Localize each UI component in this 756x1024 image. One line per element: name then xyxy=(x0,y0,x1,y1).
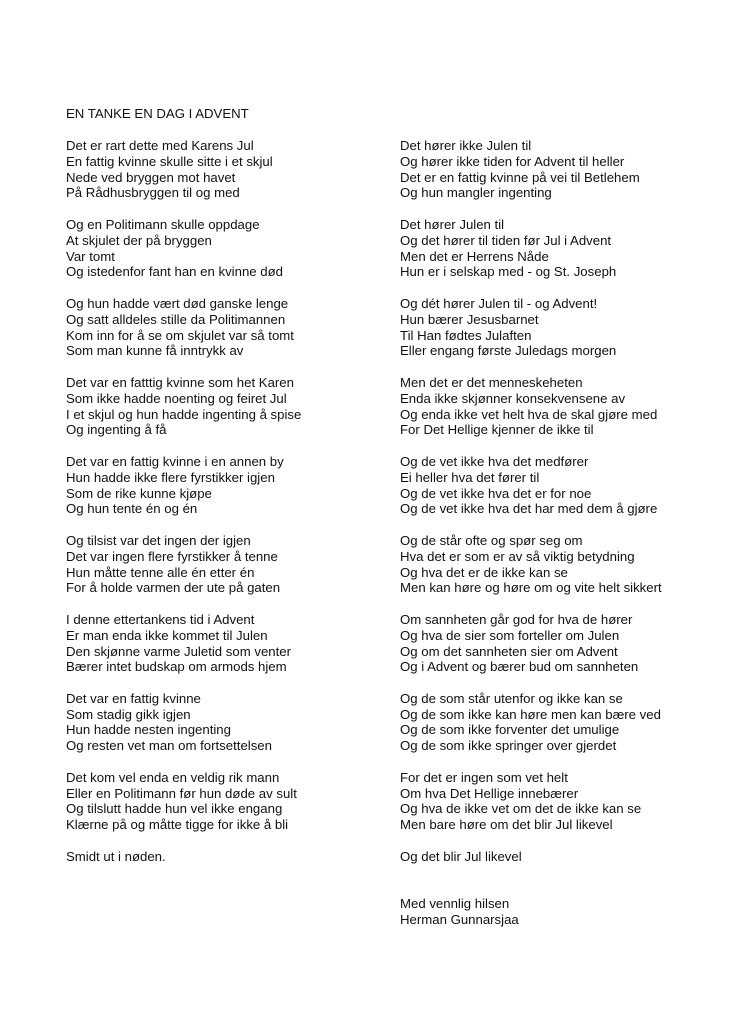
poem-line: Og hun tente én og én xyxy=(66,501,198,517)
poem-line: Det hører ikke Julen til xyxy=(400,138,532,153)
poem-line: Og tilsist var det ingen der igjen xyxy=(66,532,251,548)
poem-line: For det er ingen som vet helt xyxy=(400,769,568,785)
stanza xyxy=(66,138,386,201)
poem-line: Og satt alldeles stille da Politimannen xyxy=(66,311,286,327)
poem-line: Hun er i selskap med - og St. Joseph xyxy=(400,264,617,280)
poem-line: Og det blir Jul likevel xyxy=(400,848,522,864)
poem-line: Til Han fødtes Julaften xyxy=(400,327,532,343)
poem-line: Og hva de sier som forteller om Julen xyxy=(400,627,620,643)
poem-line: I et skjul og hun hadde ingenting å spise xyxy=(66,406,302,422)
poem-line: Smidt ut i nøden. xyxy=(66,848,166,864)
poem-line: Hun hadde nesten ingenting xyxy=(66,722,231,738)
poem-line: Eller engang første Juledags morgen xyxy=(400,343,617,359)
poem-line: Om sannheten går god for hva de hører xyxy=(400,611,633,627)
poem-line: Hun måtte tenne alle én etter én xyxy=(66,564,255,580)
poem-line: Hun bærer Jesusbarnet xyxy=(400,311,539,327)
poem-line: Det var en fatttig kvinne som het Karen xyxy=(66,374,294,390)
poem-line: Eller en Politimann før hun døde av sult xyxy=(66,785,297,801)
poem-line: Og de vet ikke hva det medfører xyxy=(400,453,589,469)
poem-line: Og en Politimann skulle oppdage xyxy=(66,216,260,232)
poem-line: Klærne på og måtte tigge for ikke å bli xyxy=(66,817,289,833)
stanza xyxy=(400,691,740,754)
poem-line: Og de som står utenfor og ikke kan se xyxy=(400,690,623,706)
poem-line: Og om det sannheten sier om Advent xyxy=(400,643,618,659)
stanza xyxy=(400,770,740,833)
poem-line: Og de står ofte og spør seg om xyxy=(400,532,583,548)
left-column xyxy=(66,138,386,880)
poem-line: Og det hører til tiden før Jul i Advent xyxy=(400,232,612,248)
poem-line: Og hva de ikke vet om det de ikke kan se xyxy=(400,801,642,817)
poem-line: Den skjønne varme Juletid som venter xyxy=(66,643,292,659)
poem-line: Enda ikke skjønner konsekvensene av xyxy=(400,390,626,406)
poem-line: Men kan høre og høre om og vite helt sikkert xyxy=(400,580,662,596)
stanza xyxy=(66,533,386,596)
poem-line: Og enda ikke vet helt hva de skal gjøre med xyxy=(400,406,658,422)
poem-line: Og istedenfor fant han en kvinne død xyxy=(66,264,284,280)
signature-closing: Med vennlig hilsen xyxy=(400,896,510,912)
poem-title: EN TANKE EN DAG I ADVENT xyxy=(66,106,249,121)
poem-line: Som ikke hadde noenting og feiret Jul xyxy=(66,390,287,406)
poem-line: Det var en fattig kvinne i en annen by xyxy=(66,453,284,469)
poem-line: Det hører Julen til xyxy=(400,216,505,232)
stanza xyxy=(66,849,386,865)
poem-line: Som man kunne få inntrykk av xyxy=(66,343,244,359)
poem-line: Som stadig gikk igjen xyxy=(66,706,191,722)
poem-line: Og de vet ikke hva det har med dem å gjøre xyxy=(400,501,658,517)
poem-line: Det kom vel enda en veldig rik mann xyxy=(66,769,280,785)
right-column xyxy=(400,138,740,928)
stanza xyxy=(400,375,740,438)
poem-line: Og hun mangler ingenting xyxy=(400,185,552,201)
poem-line: Kom inn for å se om skjulet var så tomt xyxy=(66,327,294,343)
poem-line: Det er en fattig kvinne på vei til Betlehem xyxy=(400,169,640,185)
poem-line: Og hun hadde vært død ganske lenge xyxy=(66,295,289,311)
stanza xyxy=(66,770,386,833)
stanza xyxy=(66,217,386,280)
poem-line: Og de vet ikke hva det er for noe xyxy=(400,485,592,501)
poem-line: Og ingenting å få xyxy=(66,422,167,438)
poem-line: Det var ingen flere fyrstikker å tenne xyxy=(66,548,278,564)
poem-line: Og hører ikke tiden for Advent til heller xyxy=(400,153,625,169)
poem-line: Det var en fattig kvinne xyxy=(66,690,201,706)
poem-line: For å holde varmen der ute på gaten xyxy=(66,580,281,596)
poem-line: Og de som ikke forventer det umulige xyxy=(400,722,620,738)
poem-line: Hun hadde ikke flere fyrstikker igjen xyxy=(66,469,275,485)
poem-line: At skjulet der på bryggen xyxy=(66,232,212,248)
poem-line: Og hva det er de ikke kan se xyxy=(400,564,568,580)
poem-line: Var tomt xyxy=(66,248,115,264)
stanza xyxy=(400,612,740,675)
stanza xyxy=(66,375,386,438)
right-stanzas xyxy=(400,138,740,865)
poem-line: En fattig kvinne skulle sitte i et skjul xyxy=(66,153,273,169)
poem-line: Men det er Herrens Nåde xyxy=(400,248,549,264)
poem-line: Ei heller hva det fører til xyxy=(400,469,540,485)
stanza xyxy=(66,296,386,359)
signature-block xyxy=(400,896,740,928)
poem-line: For Det Hellige kjenner de ikke til xyxy=(400,422,594,438)
stanza xyxy=(400,454,740,517)
poem-line: Som de rike kunne kjøpe xyxy=(66,485,212,501)
poem-line: Hva det er som er av så viktig betydning xyxy=(400,548,635,564)
poem-line: Bærer intet budskap om armods hjem xyxy=(66,659,287,675)
poem-line: Og resten vet man om fortsettelsen xyxy=(66,738,272,754)
poem-line: På Rådhusbryggen til og med xyxy=(66,185,240,201)
poem-line: Og de som ikke springer over gjerdet xyxy=(400,738,617,754)
poem-line: Men det er det menneskeheten xyxy=(400,374,583,390)
poem-line: Det er rart dette med Karens Jul xyxy=(66,138,254,153)
stanza xyxy=(400,849,740,865)
poem-line: Og de som ikke kan høre men kan bære ved xyxy=(400,706,661,722)
stanza xyxy=(66,612,386,675)
stanza xyxy=(400,217,740,280)
stanza xyxy=(400,296,740,359)
stanza xyxy=(66,454,386,517)
stanza xyxy=(400,138,740,201)
poem-line: Og dét hører Julen til - og Advent! xyxy=(400,295,598,311)
poem-line: I denne ettertankens tid i Advent xyxy=(66,611,255,627)
poem-line: Og i Advent og bærer bud om sannheten xyxy=(400,659,639,675)
stanza xyxy=(400,533,740,596)
poem-line: Men bare høre om det blir Jul likevel xyxy=(400,817,613,833)
poem-line: Nede ved bryggen mot havet xyxy=(66,169,236,185)
signature-name: Herman Gunnarsjaa xyxy=(400,912,519,928)
poem-line: Er man enda ikke kommet til Julen xyxy=(66,627,268,643)
stanza xyxy=(66,691,386,754)
poem-line: Og tilslutt hadde hun vel ikke engang xyxy=(66,801,283,817)
poem-line: Om hva Det Hellige innebærer xyxy=(400,785,579,801)
